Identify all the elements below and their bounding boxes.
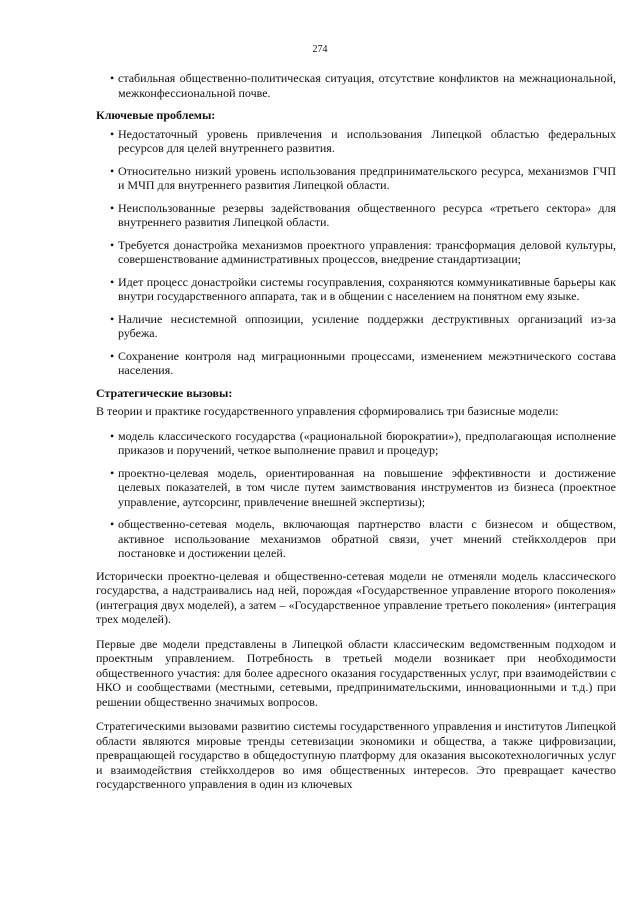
list-item: • общественно-сетевая модель, включающая партнерство власти с бизнесом и обществом, активное использование механизмов обратной связи, учет мнений стейкхолдеров при постановке и достижении целей. [96, 517, 616, 561]
list-item: • стабильная общественно-политическая ситуация, отсутствие конфликтов на межнациональной, межконфессиональной почве. [96, 71, 616, 100]
challenges-heading: Стратегические вызовы: [96, 385, 233, 400]
list-item: • проектно-целевая модель, ориентированная на повышение эффективности и достижение целевых показателей, в том числе путем заимствования инструментов из бизнеса (проектное управление, аутсорсинг, привлечение внешней экспертизы); [96, 466, 616, 510]
list-item: • модель классического государства («рациональной бюрократии»), предполагающая исполнение приказов и поручений, четкое выполнение правил и процедур; [96, 429, 616, 458]
problems-heading: Ключевые проблемы: [96, 108, 216, 122]
paragraph: Первые две модели представлены в Липецкой области классическим ведомственным подходом и проектным управлением. Потребность в третьей модели возникает при необходимости общественного участия: для более адресного оказания государственных услуг, при взаимодействии с НКО и сообществами (местными, сетевыми, предпринимательскими, инновационными и т.д.) при решении общественно значимых вопросов. [96, 636, 616, 709]
list-item: • Неиспользованные резервы задействования общественного ресурса «третьего сектора» для внутреннего развития Липецкой области. [96, 201, 616, 230]
document-body [96, 71, 616, 802]
challenges-intro: В теории и практике государственного управления сформировались три базисные модели: [96, 404, 559, 418]
models-list [96, 429, 616, 561]
problems-list [96, 127, 616, 378]
paragraph: Исторически проектно-целевая и общественно-сетевая модели не отменяли модель классического государства, а надстраивались над ней, порождая «Государственное управление второго поколения» (интеграция двух моделей), а затем – «Государственное управление третьего поколения» (интеграция трех моделей). [96, 568, 616, 626]
list-item: • Идет процесс донастройки системы госуправления, сохраняются коммуникативные барьеры как внутри государственного аппарата, так и в общении с населением на понятном ему языке. [96, 275, 616, 304]
list-item: • Относительно низкий уровень использования предпринимательского ресурса, механизмов ГЧП и МЧП для внутреннего развития Липецкой области. [96, 164, 616, 193]
intro-list [96, 71, 616, 100]
list-item: • Требуется донастройка механизмов проектного управления: трансформация деловой культуры, совершенствование административных процессов, внедрение стандартизации; [96, 238, 616, 267]
paragraph: Стратегическими вызовами развитию системы государственного управления и институтов Липецкой области являются мировые тренды сетевизации экономики и общества, а также цифровизации, превращающей государство в общедоступную платформу для оказания высокотехнологичных услуг и взаимодействия стейкхолдеров во имя общественных интересов. Это превращает качество государственного управления в один из ключевых [96, 719, 616, 791]
list-item: • Наличие несистемной оппозиции, усиление поддержки деструктивных организаций из-за рубежа. [96, 312, 616, 341]
list-item: • Недостаточный уровень привлечения и использования Липецкой областью федеральных ресурсов для целей внутреннего развития. [96, 127, 616, 156]
list-item: • Сохранение контроля над миграционными процессами, изменением межэтнического состава населения. [96, 349, 616, 378]
page-number: 274 [312, 44, 328, 55]
